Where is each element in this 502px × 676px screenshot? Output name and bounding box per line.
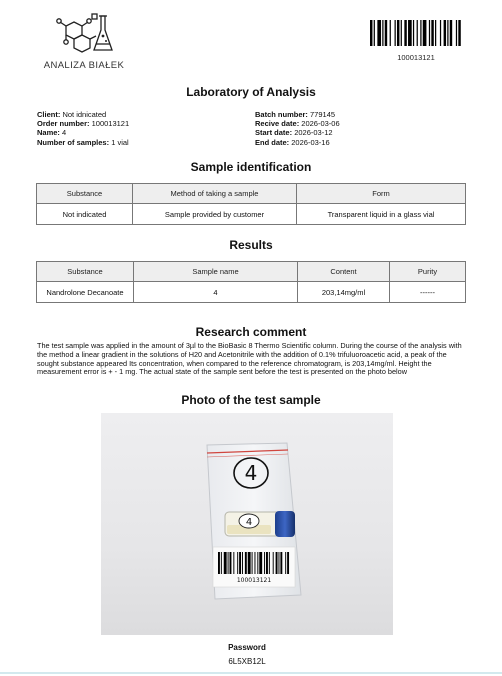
company-logo: [38, 12, 130, 72]
barcode-bar: [278, 552, 279, 574]
logo-text: ANALIZA BIAŁEK: [43, 60, 125, 71]
barcode-bar: [447, 20, 448, 46]
barcode-bar: [252, 552, 253, 574]
end-date-label: End date:: [255, 137, 290, 147]
bag-mark: 4: [244, 461, 258, 485]
results-title: Results: [229, 238, 273, 252]
end-date-value: 2026-03-16: [291, 137, 330, 147]
header-substance: Substance: [37, 184, 133, 204]
barcode-bar: [390, 20, 391, 46]
barcode-bar: [401, 20, 402, 46]
password-value: 6L5XB12L: [228, 657, 266, 666]
header-form: Form: [297, 184, 466, 204]
client-info: [37, 110, 129, 147]
barcode-bar: [269, 552, 270, 574]
table-row: [37, 282, 466, 303]
cell-substance: Not indicated: [37, 204, 133, 225]
barcode-bar: [423, 20, 427, 46]
vial-mark: 4: [245, 517, 253, 528]
receive-date-value: 2026-03-06: [301, 119, 340, 129]
barcode-bar: [456, 20, 457, 46]
barcode-bar: [435, 20, 436, 46]
barcode-bar: [370, 20, 372, 46]
header-substance: Substance: [37, 262, 134, 282]
barcode-bar: [273, 552, 274, 574]
start-date-label: Start date:: [255, 128, 293, 138]
receive-date-label: Recive date:: [255, 119, 300, 129]
barcode-bar: [429, 20, 430, 46]
start-date-value: 2026-03-12: [294, 128, 333, 138]
barcode-bar: [385, 20, 387, 46]
barcode-bar: [285, 552, 286, 574]
barcode-bar: [266, 552, 268, 574]
report-title: Laboratory of Analysis: [186, 85, 316, 99]
research-comment-title: Research comment: [195, 325, 307, 339]
barcode-bar: [257, 552, 258, 574]
sample-identification-title: Sample identification: [190, 160, 312, 174]
barcode-bar: [264, 552, 265, 574]
barcode-bar: [242, 552, 243, 574]
name-label: Name:: [37, 128, 60, 138]
password-label: Password: [228, 643, 266, 652]
client-label: Client:: [37, 110, 61, 119]
barcode-bar: [218, 552, 220, 574]
barcode-bar: [404, 20, 406, 46]
photo-label-number: 100013121: [236, 577, 272, 584]
barcode-bar: [259, 552, 262, 574]
barcode-bar: [431, 20, 433, 46]
order-number-label: Order number:: [37, 119, 90, 129]
barcode-bar: [287, 552, 289, 574]
barcode-bar: [239, 552, 241, 574]
barcode-bar: [408, 20, 412, 46]
cell-substance: Nandrolone Decanoate: [37, 282, 134, 303]
header-purity: Purity: [390, 262, 466, 282]
batch-number-label: Batch number:: [255, 110, 308, 119]
barcode-bar: [237, 552, 238, 574]
sample-bag-illustration: [101, 413, 393, 635]
table-row: [37, 204, 466, 225]
barcode-bar: [444, 20, 446, 46]
cell-form: Transparent liquid in a glass vial: [297, 204, 466, 225]
batch-info: [255, 110, 340, 147]
header-content: Content: [298, 262, 390, 282]
table-header-row: [37, 184, 466, 204]
cell-sample-name: 4: [134, 282, 298, 303]
cell-method: Sample provided by customer: [133, 204, 297, 225]
results-table: [36, 261, 466, 303]
barcode-bar: [395, 20, 396, 46]
barcode-bar: [245, 552, 247, 574]
barcode-bar: [413, 20, 414, 46]
barcode-bar: [417, 20, 418, 46]
barcode-bar: [233, 552, 234, 574]
header-sample-name: Sample name: [134, 262, 298, 282]
table-header-row: [37, 262, 466, 282]
photo-title: Photo of the test sample: [181, 393, 321, 407]
barcode-bar: [382, 20, 383, 46]
barcode-bar: [221, 552, 222, 574]
barcode-bar: [248, 552, 251, 574]
sample-photo: [101, 413, 393, 635]
barcode-bar: [440, 20, 441, 46]
name-value: 4: [62, 128, 67, 138]
footer-line: [0, 672, 502, 674]
barcode-bar: [224, 552, 227, 574]
sample-identification-table: [36, 183, 466, 225]
barcode-bar: [420, 20, 421, 46]
barcode-bar: [374, 20, 375, 46]
barcode-bar: [280, 552, 282, 574]
header-method: Method of taking a sample: [133, 184, 297, 204]
research-comment-text: The test sample was applied in the amount of 3µl to the BioBasic 8 Thermo Scientific column. During the course of the analysis with the method a linear gradient in the solutions of H20 and Acetonitrile with the addition of 0.1% trifuluoroacetic acid, a peak of the sought substance appeared Its concentration, when compared to the reference chromatogram, is 203,14mg/ml. Height the measurement error is + - 1 mg. The actual state of the sample sent before the test is presented on the photo below: [37, 341, 462, 377]
barcode-bar: [230, 552, 232, 574]
barcode-number: 100013121: [397, 53, 435, 62]
barcode-bar: [228, 552, 229, 574]
barcode-bar: [377, 20, 381, 46]
barcode-bar: [276, 552, 278, 574]
barcode-bar: [397, 20, 399, 46]
samples-value: 1 vial: [111, 137, 129, 147]
barcode-bar: [450, 20, 452, 46]
cell-purity: ------: [390, 282, 466, 303]
barcode-bar: [458, 20, 460, 46]
batch-number-value: 779145: [310, 110, 336, 119]
barcode-image: [370, 20, 462, 46]
molecule-flask-icon: [52, 12, 116, 58]
barcode-bar: [254, 552, 255, 574]
order-number-value: 100013121: [91, 119, 130, 129]
samples-label: Number of samples:: [37, 137, 110, 147]
client-value: Not idnicated: [62, 110, 107, 119]
cell-content: 203,14mg/ml: [298, 282, 390, 303]
